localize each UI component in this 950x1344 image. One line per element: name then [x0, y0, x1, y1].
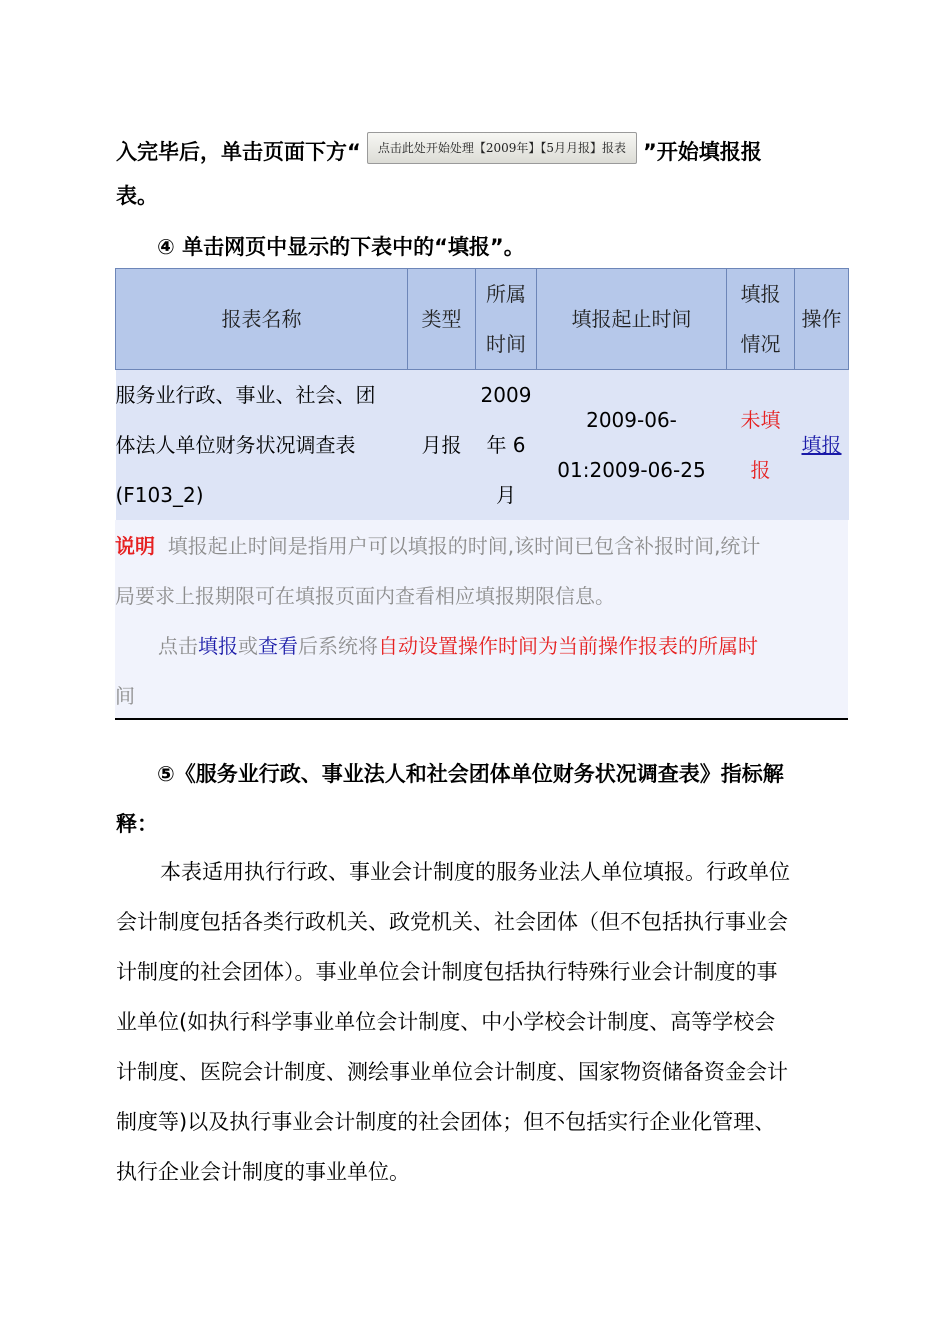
fill-report-link[interactable]: 填报	[801, 433, 842, 457]
table-header-row	[116, 269, 849, 370]
note-line-4: 间	[115, 684, 135, 708]
body-line-2: 会计制度包括各类行政机关、政党机关、社会团体（但不包括执行事业会	[116, 910, 788, 934]
body-line-3: 计制度的社会团体）。事业单位会计制度包括执行特殊行业会计制度的事	[116, 960, 778, 984]
header-status: 填报 情况	[727, 269, 795, 370]
cell-fill-time: 2009-06- 01:2009-06-25	[537, 370, 727, 521]
note-view-link[interactable]: 查看	[258, 634, 298, 658]
body-line-7: 执行企业会计制度的事业单位。	[116, 1160, 410, 1184]
step-5-heading: ⑤《服务业行政、事业法人和社会团体单位财务状况调查表》指标解	[157, 762, 784, 786]
header-action: 操作	[795, 269, 849, 370]
header-fill-time: 填报起止时间	[537, 269, 727, 370]
cell-action	[795, 370, 849, 521]
intro-prefix: 入完毕后，单击页面下方“	[116, 140, 361, 164]
body-line-5: 计制度、医院会计制度、测绘事业单位会计制度、国家物资储备资金会计	[116, 1060, 788, 1084]
intro-line-2: 表。	[116, 184, 158, 208]
intro-suffix: ”开始填报报	[643, 140, 762, 164]
body-line-1: 本表适用执行行政、事业会计制度的服务业法人单位填报。行政单位	[160, 860, 790, 884]
intro-line-1	[116, 138, 762, 166]
note-line-2: 局要求上报期限可在填报页面内查看相应填报期限信息。	[115, 584, 615, 608]
body-line-4: 业单位(如执行科学事业单位会计制度、中小学校会计制度、高等学校会	[116, 1010, 776, 1034]
note-box	[115, 520, 848, 720]
cell-period: 2009 年 6 月	[476, 370, 537, 521]
step-5-heading-cont: 释：	[116, 812, 158, 836]
note-line-1: 说明 填报起止时间是指用户可以填报的时间,该时间已包含补报时间,统计	[115, 534, 761, 558]
table-row	[116, 370, 849, 521]
header-report-name: 报表名称	[116, 269, 408, 370]
step-4-heading: ④ 单击网页中显示的下表中的“填报”。	[157, 235, 525, 259]
report-table	[115, 268, 849, 520]
note-label: 说明	[115, 534, 155, 558]
cell-status: 未填 报	[727, 370, 795, 521]
header-period: 所属 时间	[476, 269, 537, 370]
note-line-3: 点击填报或查看后系统将自动设置操作时间为当前操作报表的所属时	[158, 634, 758, 658]
cell-type: 月报	[408, 370, 476, 521]
note-fill-link[interactable]: 填报	[198, 634, 238, 658]
body-line-6: 制度等)以及执行事业会计制度的社会团体；但不包括实行企业化管理、	[116, 1110, 776, 1134]
start-processing-button[interactable]: 点击此处开始处理【2009年】【5月月报】报表	[367, 132, 637, 164]
header-type: 类型	[408, 269, 476, 370]
cell-report-name: 服务业行政、事业、社会、团 体法人单位财务状况调查表 (F103_2)	[116, 370, 408, 521]
